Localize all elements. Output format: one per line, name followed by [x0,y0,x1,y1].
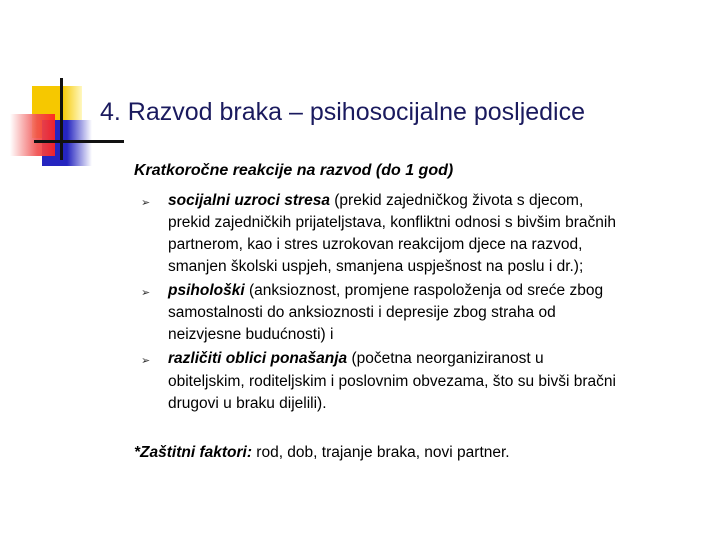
bullet-text: drugovi u braku dijelili). [168,395,327,412]
section-heading: Kratkoročne reakcije na razvod (do 1 god) [134,162,454,179]
bullet-text: smanjen školski uspjeh, smanjena uspješnost na poslu i dr.); [168,258,584,275]
bullet-text: prekid zajedničkih prijateljstava, konfliktni odnosi s bivšim bračnih [168,214,616,231]
bullet-text: neizvjesne budućnosti) i [168,326,334,343]
protective-factors-note [134,444,510,462]
bullet-text: (anksioznost, promjene raspoloženja od sreće zbog [244,282,604,299]
vertical-line [60,78,63,160]
bullet-1-line [168,192,583,210]
bullet-text: obiteljskim, roditeljskim i poslovnim obvezama, što su bivši bračni [168,373,616,390]
bullet-text: (početna neorganiziranost u [347,350,544,367]
bullet-2-line [168,282,603,300]
bullet-text: samostalnosti do anksioznosti i depresije zbog straha od [168,304,556,321]
arrow-bullet-icon: ➢ [141,355,151,367]
bullet-3-line [168,350,544,368]
bullet-lead: psihološki [168,282,245,299]
footer-lead: *Zaštitni faktori: [134,444,252,461]
horizontal-line [34,140,124,143]
arrow-bullet-icon: ➢ [141,287,151,299]
red-square [10,114,55,156]
slide-title: 4. Razvod braka – psihosocijalne posljedice [100,98,586,126]
bullet-text: partnerom, kao i stres uzrokovan reakcijom djece na razvod, [168,236,583,253]
bullet-lead: socijalni uzroci stresa [168,192,330,209]
bullet-lead: različiti oblici ponašanja [168,350,348,367]
arrow-bullet-icon: ➢ [141,197,151,209]
footer-text: rod, dob, trajanje braka, novi partner. [251,444,510,461]
bullet-text: (prekid zajedničkog života s djecom, [329,192,584,209]
